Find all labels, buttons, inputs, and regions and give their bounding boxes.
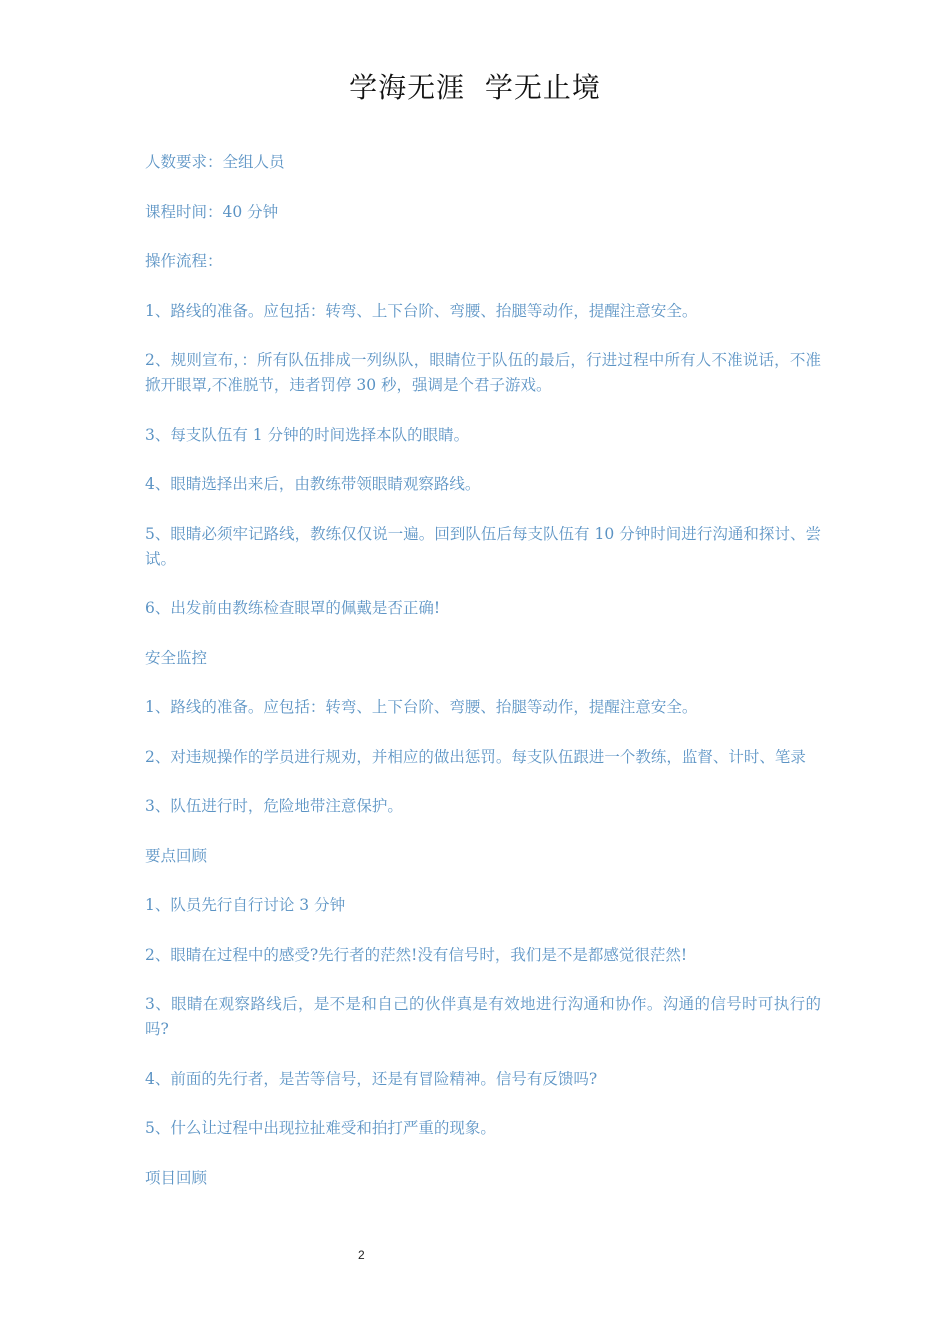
procedure-step: 1、路线的准备。应包括：转弯、上下台阶、弯腰、抬腿等动作，提醒注意安全。 bbox=[145, 301, 698, 320]
key-point-item: 2、眼睛在过程中的感受?先行者的茫然!没有信号时，我们是不是都感觉很茫然! bbox=[145, 945, 688, 964]
procedure-step: 4、眼睛选择出来后，由教练带领眼睛观察路线。 bbox=[145, 475, 481, 493]
safety-item: 3、队伍进行时，危险地带注意保护。 bbox=[145, 797, 403, 815]
paragraph-headcount: 人数要求：全组人员 bbox=[145, 153, 285, 171]
procedure-step: 6、出发前由教练检查眼罩的佩戴是否正确! bbox=[145, 599, 441, 617]
key-point-item: 5、什么让过程中出现拉扯难受和拍打严重的现象。 bbox=[145, 1119, 496, 1137]
section-heading-project-review: 项目回顾 bbox=[145, 1168, 208, 1187]
document-body bbox=[145, 150, 821, 1215]
procedure-step: 5、眼睛必须牢记路线，教练仅仅说一遍。回到队伍后每支队伍有 10 分钟时间进行沟通和探讨、尝试。 bbox=[145, 524, 821, 568]
safety-item: 1、路线的准备。应包括：转弯、上下台阶、弯腰、抬腿等动作，提醒注意安全。 bbox=[145, 698, 698, 716]
section-heading-procedure: 操作流程： bbox=[145, 252, 223, 270]
procedure-step: 2、规则宣布，：所有队伍排成一列纵队，眼睛位于队伍的最后，行进过程中所有人不准说话，不准掀开眼罩,不准脱节，违者罚停 30 秒，强调是个君子游戏。 bbox=[145, 351, 821, 394]
key-point-item: 4、前面的先行者，是苦等信号，还是有冒险精神。信号有反馈吗? bbox=[145, 1069, 598, 1088]
paragraph-duration: 课程时间：40 分钟 bbox=[145, 202, 279, 221]
procedure-step: 3、每支队伍有 1 分钟的时间选择本队的眼睛。 bbox=[145, 425, 470, 444]
page-title: 学海无涯 学无止境 bbox=[349, 71, 601, 104]
key-point-item: 3、眼睛在观察路线后，是不是和自己的伙伴真是有效地进行沟通和协作。沟通的信号时可执行的吗? bbox=[145, 995, 821, 1038]
safety-item: 2、对违规操作的学员进行规劝，并相应的做出惩罚。每支队伍跟进一个教练，监督、计时、笔录 bbox=[145, 747, 806, 766]
section-heading-safety: 安全监控 bbox=[145, 648, 208, 667]
section-heading-key-points: 要点回顾 bbox=[145, 846, 208, 865]
page-number: 2 bbox=[358, 1248, 365, 1262]
key-point-item: 1、队员先行自行讨论 3 分钟 bbox=[145, 896, 346, 914]
